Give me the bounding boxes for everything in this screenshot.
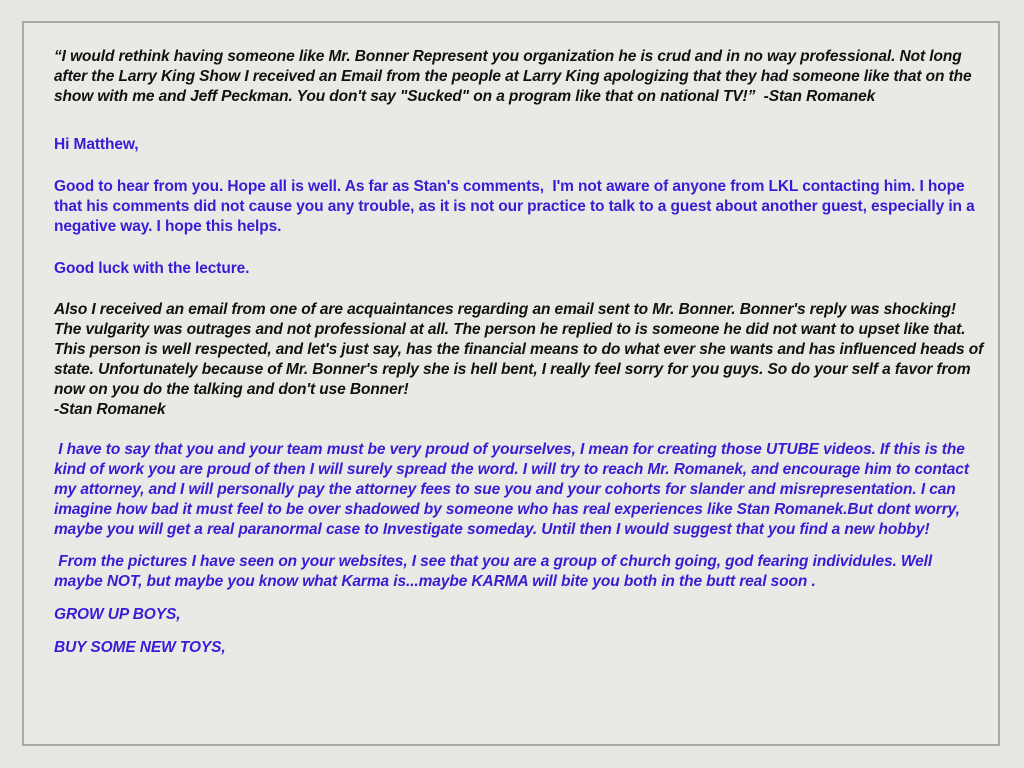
utube-paragraph: I have to say that you and your team must be very proud of yourselves, I mean for creating those UTUBE videos. If this is the kind of work you are proud of then I will surely spread the word. I will try to reach Mr. Romanek, and encourage him to contact my attorney, and I will personally pay the attorney fees to sue you and your cohorts for slander and misrepresentation. I can imagine how bad it must feel to be over shadowed by someone who has real experiences like Stan Romanek.But dont worry, maybe you will get a real paranormal case to Investigate someday. Until then I would suggest that you find a new hobby! bbox=[54, 441, 974, 538]
quote-romanek-2: Also I received an email from one of are acquaintances regarding an email sent to Mr. Bonner. Bonner's reply was shocking! The vulgarity was outrages and not professional at all. The person he replied to is someone he did not want to upset like that. This person is well respected, and let's just say, has the financial means to do what ever she wants and has influenced heads of state. Unfortunately because of Mr. Bonner's reply she is hell bent, I really feel sorry for you guys. So do your self a favor from now on you do the talking and don't use Bonner! -Stan Romanek bbox=[54, 301, 984, 418]
greeting: Hi Matthew, bbox=[54, 136, 139, 153]
document-body bbox=[54, 47, 984, 658]
karma-paragraph: From the pictures I have seen on your websites, I see that you are a group of church going, god fearing individules. Well maybe NOT, but maybe you know what Karma is...maybe KARMA will bite you both in the butt real soon . bbox=[54, 553, 937, 590]
new-toys-line: BUY SOME NEW TOYS, bbox=[54, 639, 226, 656]
quote-romanek-1: “I would rethink having someone like Mr. Bonner Represent you organization he is crud and in no way professional. Not long after the Larry King Show I received an Email from the people at Larry King apologizing that they had someone like that on the show with me and Jeff Peckman. You don't say "Sucked" on a program like that on national TV!” -Stan Romanek bbox=[54, 48, 976, 105]
grow-up-line: GROW UP BOYS, bbox=[54, 606, 181, 623]
lkl-reply-paragraph: Good to hear from you. Hope all is well. As far as Stan's comments, I'm not aware of anyone from LKL contacting him. I hope that his comments did not cause you any trouble, as it is not our practice to talk to a guest about another guest, especially in a negative way. I hope this helps. bbox=[54, 178, 979, 235]
slide-frame bbox=[22, 21, 1000, 746]
lecture-wish: Good luck with the lecture. bbox=[54, 260, 250, 277]
